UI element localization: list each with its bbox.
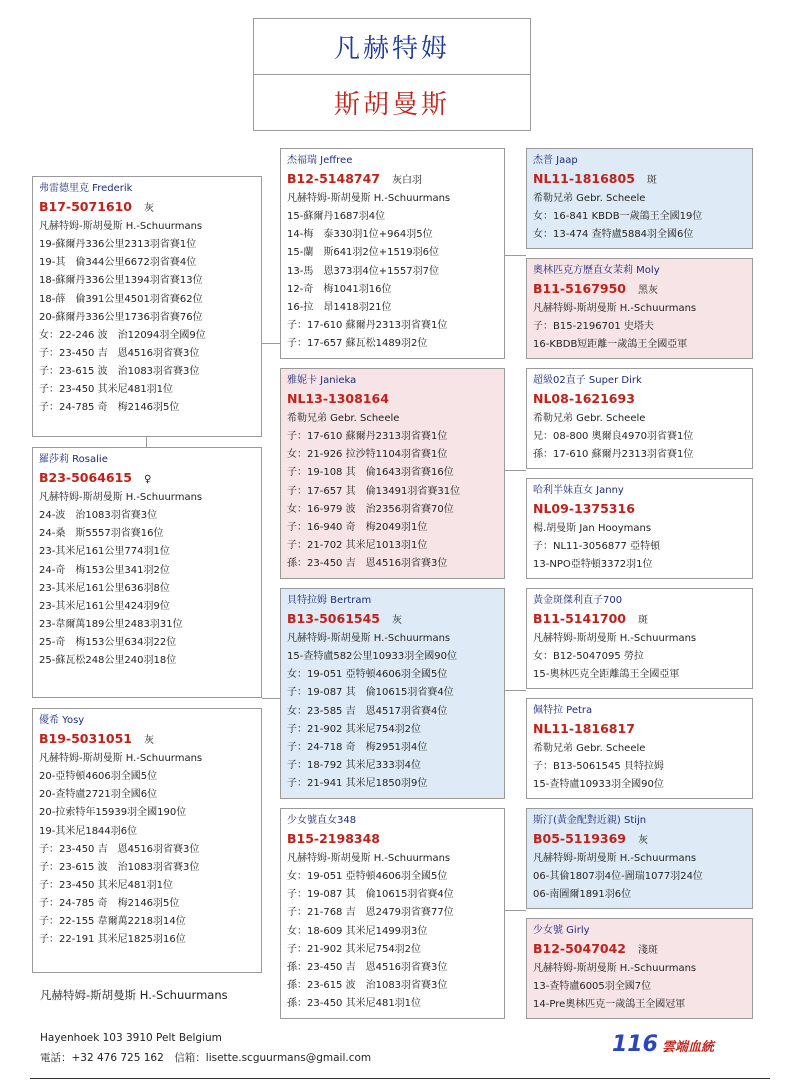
pedigree-card-dam2 bbox=[32, 708, 262, 973]
ring-text: B12-5148747 bbox=[287, 171, 380, 187]
detail-line: 凡赫特姆-斯胡曼斯 H.-Schuurmans bbox=[39, 492, 203, 504]
connector-line bbox=[505, 255, 526, 256]
detail-line: 女：B12-5047095 勞拉 bbox=[533, 651, 644, 663]
bird-name: 斯汀(黃金配對近親) Stijn bbox=[533, 815, 647, 826]
detail-line: 15-奧林匹克全距離鴿王全國亞軍 bbox=[533, 669, 680, 681]
owner-name: 凡赫特姆-斯胡曼斯 H.-Schuurmans bbox=[40, 988, 228, 1002]
owner-contact: 電話：+32 476 725 162 信箱：lisette.scguurmans@gmail.com bbox=[40, 1052, 372, 1064]
detail-line: 13-NPO亞特頓3372羽1位 bbox=[533, 559, 653, 571]
detail-line: 孫：23-450 吉 恩4516羽省賽3位 bbox=[287, 961, 448, 973]
ring-number bbox=[39, 730, 255, 750]
footer-divider bbox=[30, 1078, 770, 1079]
detail-line: 19-其 倫344公里6672羽省賽4位 bbox=[39, 257, 197, 269]
pedigree-card-dss bbox=[526, 588, 753, 689]
detail-line: 子：B15-2196701 史塔夫 bbox=[533, 321, 654, 333]
detail-line: 凡赫特姆-斯胡曼斯 H.-Schuurmans bbox=[39, 221, 203, 233]
detail-line: 06-南圖爾1891羽6位 bbox=[533, 889, 632, 901]
detail-line: 23-其米尼161公里424羽9位 bbox=[39, 600, 170, 612]
detail-line: 子：17-657 蘇瓦松1489羽2位 bbox=[287, 337, 428, 349]
bird-name: 哈利半妹直女 Janny bbox=[533, 485, 624, 496]
bird-name: 雅妮卡 Janieka bbox=[287, 375, 357, 386]
detail-line: 14-Pre奧林匹克一歲鴿王全國冠軍 bbox=[533, 999, 686, 1011]
detail-line: 24-桑 斯5557羽省賽16位 bbox=[39, 528, 164, 540]
pedigree-card-ddd bbox=[526, 918, 753, 1019]
connector-line bbox=[505, 690, 526, 691]
ring-number bbox=[287, 390, 498, 410]
detail-line: 15-蘇爾丹1687羽4位 bbox=[287, 211, 386, 223]
detail-line: 19-蘇爾丹336公里2313羽省賽1位 bbox=[39, 239, 197, 251]
detail-line: 女：22-246 波 治12094羽全國9位 bbox=[39, 329, 206, 341]
detail-line: 希勒兄弟 Gebr. Scheele bbox=[533, 743, 646, 755]
title-line-2: 斯胡曼斯 bbox=[333, 90, 450, 120]
detail-line: 子：23-615 波 治1083羽省賽3位 bbox=[39, 365, 200, 377]
detail-line: 19-其米尼1844羽6位 bbox=[39, 825, 138, 837]
pedigree-card-dam-sire bbox=[280, 588, 505, 799]
detail-line: 12-奇 梅1041羽16位 bbox=[287, 283, 392, 295]
pedigree-card-dam bbox=[32, 447, 262, 698]
detail-line: 凡赫特姆-斯胡曼斯 H.-Schuurmans bbox=[533, 963, 697, 975]
plumage-color: 淺斑 bbox=[638, 945, 658, 957]
detail-line: 子：22-191 其米尼1825羽16位 bbox=[39, 934, 186, 946]
ring-number bbox=[533, 390, 746, 410]
detail-line: 20-亞特頓4606羽全國5位 bbox=[39, 771, 158, 783]
logo-text: 雲端血統 bbox=[661, 1040, 714, 1055]
detail-line: 子：23-450 其米尼481羽1位 bbox=[39, 384, 174, 396]
detail-line: 子：NL11-3056877 亞特頓 bbox=[533, 541, 661, 553]
plumage-color: 灰 bbox=[638, 835, 648, 847]
detail-line: 25-奇 梅153公里634羽22位 bbox=[39, 636, 177, 648]
ring-number bbox=[533, 280, 746, 300]
detail-line: 孫：23-450 吉 恩4516羽省賽3位 bbox=[287, 557, 448, 569]
bird-name: 超級02直子 Super Dirk bbox=[533, 375, 642, 386]
detail-line: 16-拉 昂1418羽21位 bbox=[287, 301, 392, 313]
detail-line: 凡赫特姆-斯胡曼斯 H.-Schuurmans bbox=[533, 853, 697, 865]
pedigree-card-sds bbox=[526, 368, 753, 469]
detail-line: 女：18-609 其米尼1499羽3位 bbox=[287, 925, 428, 937]
detail-line: 子：19-108 其 倫1643羽省賽16位 bbox=[287, 467, 454, 479]
ring-number bbox=[533, 170, 746, 190]
bird-name: 弗雷德里克 Frederik bbox=[39, 183, 133, 194]
detail-line: 女：19-051 亞特頓4606羽全國5位 bbox=[287, 871, 448, 883]
ring-number bbox=[533, 500, 746, 520]
detail-line: 18-薛 倫391公里4501羽省賽62位 bbox=[39, 293, 203, 305]
detail-line: 06-其倫1807羽4位-圖瑞1077羽24位 bbox=[533, 871, 703, 883]
detail-line: 子：23-450 吉 恩4516羽省賽3位 bbox=[39, 347, 200, 359]
detail-line: 希勒兄弟 Gebr. Scheele bbox=[533, 193, 646, 205]
ring-number bbox=[533, 830, 746, 850]
ring-text: B11-5141700 bbox=[533, 611, 626, 627]
detail-line: 子：24-718 奇 梅2951羽4位 bbox=[287, 741, 428, 753]
detail-line: 孫：17-610 蘇爾丹2313羽省賽1位 bbox=[533, 449, 694, 461]
ring-number bbox=[533, 720, 746, 740]
detail-line: 18-蘇爾丹336公里1394羽省賽13位 bbox=[39, 275, 203, 287]
ring-text: B12-5047042 bbox=[533, 941, 626, 957]
ring-number bbox=[39, 198, 255, 218]
detail-line: 子：21-902 其米尼754羽2位 bbox=[287, 723, 422, 735]
detail-line: 子：21-768 吉 恩2479羽省賽77位 bbox=[287, 907, 454, 919]
pedigree-card-dam-dam bbox=[280, 808, 505, 1019]
connector-line bbox=[262, 343, 280, 344]
detail-line: 楊.胡曼斯 Jan Hooymans bbox=[533, 523, 652, 535]
detail-line: 15-蘭 斯641羽2位+1519羽6位 bbox=[287, 247, 439, 259]
bird-name: 佩特拉 Petra bbox=[533, 705, 593, 716]
plumage-color: 黑灰 bbox=[638, 285, 658, 297]
detail-line: 13-查特盧6005羽全國7位 bbox=[533, 981, 652, 993]
ring-text: B05-5119369 bbox=[533, 831, 626, 847]
connector-line bbox=[146, 437, 147, 447]
detail-line: 兄：08-800 奧爾良4970羽省賽1位 bbox=[533, 431, 694, 443]
detail-line: 子：17-610 蘇爾丹2313羽省賽1位 bbox=[287, 431, 448, 443]
ring-number bbox=[287, 610, 498, 630]
bird-name: 杰普 Jaap bbox=[533, 155, 578, 166]
pedigree-card-dds bbox=[526, 808, 753, 909]
detail-line: 凡赫特姆-斯胡曼斯 H.-Schuurmans bbox=[533, 633, 697, 645]
detail-line: 子：23-450 其米尼481羽1位 bbox=[39, 879, 174, 891]
detail-line: 凡赫特姆-斯胡曼斯 H.-Schuurmans bbox=[533, 303, 697, 315]
detail-line: 女：23-585 吉 恩4517羽省賽4位 bbox=[287, 705, 448, 717]
detail-line: 凡赫特姆-斯胡曼斯 H.-Schuurmans bbox=[287, 193, 451, 205]
bird-name: 少女號 Girly bbox=[533, 925, 590, 936]
detail-line: 希勒兄弟 Gebr. Scheele bbox=[533, 413, 646, 425]
plumage-color: 灰白羽 bbox=[392, 175, 422, 187]
detail-line: 女：13-474 查特盧5884羽全國6位 bbox=[533, 229, 694, 241]
detail-line: 女：16-979 波 治2356羽省賽70位 bbox=[287, 503, 454, 515]
brand-logo bbox=[612, 1032, 714, 1057]
detail-line: 23-其米尼161公里636羽8位 bbox=[39, 582, 170, 594]
detail-line: 20-拉索特年15939羽全國190位 bbox=[39, 807, 187, 819]
pedigree-card-sire-dam bbox=[280, 368, 505, 579]
detail-line: 子：19-087 其 倫10615羽省賽4位 bbox=[287, 687, 454, 699]
connector-line bbox=[262, 698, 280, 699]
ring-text: NL08-1621693 bbox=[533, 391, 635, 407]
plumage-color: 灰 bbox=[144, 203, 154, 215]
detail-line: 15-查特盧582公里10933羽全國90位 bbox=[287, 651, 457, 663]
detail-line: 凡赫特姆-斯胡曼斯 H.-Schuurmans bbox=[287, 633, 451, 645]
detail-line: 15-查特盧10933羽全國90位 bbox=[533, 779, 664, 791]
detail-line: 16-KBDB短距離一歲鴿王全國亞軍 bbox=[533, 339, 688, 351]
detail-line: 子：B13-5061545 貝特拉姆 bbox=[533, 761, 664, 773]
bird-name: 奧林匹克方歷直女茉莉 Moly bbox=[533, 265, 660, 276]
detail-line: 24-奇 梅153公里341羽2位 bbox=[39, 564, 170, 576]
bird-name: 黃金斑傑利直子700 bbox=[533, 595, 623, 606]
ring-number bbox=[533, 610, 746, 630]
detail-line: 子：23-615 波 治1083羽省賽3位 bbox=[39, 861, 200, 873]
pedigree-card-dsd bbox=[526, 698, 753, 799]
bird-name: 羅莎莉 Rosalie bbox=[39, 454, 108, 465]
ring-text: B13-5061545 bbox=[287, 611, 380, 627]
plumage-color: ♀ bbox=[144, 474, 152, 486]
plumage-color: 灰 bbox=[144, 735, 154, 747]
pedigree-card-ssd bbox=[526, 258, 753, 359]
detail-line: 24-波 治1083羽省賽3位 bbox=[39, 510, 158, 522]
detail-line: 孫：23-615 波 治1083羽省賽3位 bbox=[287, 979, 448, 991]
detail-line: 希勒兄弟 Gebr. Scheele bbox=[287, 413, 400, 425]
detail-line: 14-梅 泰330羽1位+964羽5位 bbox=[287, 229, 433, 241]
owner-address: Hayenhoek 103 3910 Pelt Belgium bbox=[40, 1032, 222, 1044]
pedigree-card-sss bbox=[526, 148, 753, 249]
pedigree-card-sire-sire bbox=[280, 148, 505, 359]
logo-number: 116 bbox=[612, 1032, 658, 1057]
plumage-color: 斑 bbox=[638, 615, 648, 627]
detail-line: 凡赫特姆-斯胡曼斯 H.-Schuurmans bbox=[287, 853, 451, 865]
plumage-color: 灰 bbox=[392, 615, 402, 627]
detail-line: 女：16-841 KBDB一歲鴿王全國19位 bbox=[533, 211, 703, 223]
title-line-1: 凡赫特姆 bbox=[254, 19, 530, 75]
bird-name: 杰福瑞 Jeffree bbox=[287, 155, 353, 166]
detail-line: 子：23-450 吉 恩4516羽省賽3位 bbox=[39, 843, 200, 855]
pedigree-card-sire bbox=[32, 176, 262, 437]
detail-line: 女：21-926 拉沙特1104羽省賽1位 bbox=[287, 449, 448, 461]
detail-line: 子：17-610 蘇爾丹2313羽省賽1位 bbox=[287, 319, 448, 331]
pedigree-card-sdd bbox=[526, 478, 753, 579]
ring-text: NL09-1375316 bbox=[533, 501, 635, 517]
ring-text: NL11-1816817 bbox=[533, 721, 635, 737]
ring-text: B17-5071610 bbox=[39, 199, 132, 215]
title-box bbox=[253, 18, 531, 131]
detail-line: 子：24-785 奇 梅2146羽5位 bbox=[39, 897, 180, 909]
detail-line: 23-韋爾萬189公里2483羽31位 bbox=[39, 618, 183, 630]
ring-number bbox=[39, 469, 255, 489]
ring-number bbox=[287, 170, 498, 190]
ring-text: B19-5031051 bbox=[39, 731, 132, 747]
ring-text: B11-5167950 bbox=[533, 281, 626, 297]
detail-line: 孫：23-450 其米尼481羽1位 bbox=[287, 997, 422, 1009]
ring-text: B15-2198348 bbox=[287, 831, 380, 847]
detail-line: 20-蘇爾丹336公里1736羽省賽76位 bbox=[39, 311, 203, 323]
ring-text: B23-5064615 bbox=[39, 470, 132, 486]
detail-line: 23-其米尼161公里774羽1位 bbox=[39, 546, 170, 558]
ring-text: NL11-1816805 bbox=[533, 171, 635, 187]
detail-line: 20-查特盧2721羽全國6位 bbox=[39, 789, 158, 801]
detail-line: 子：21-902 其米尼754羽2位 bbox=[287, 943, 422, 955]
bird-name: 優希 Yosy bbox=[39, 715, 85, 726]
detail-line: 子：18-792 其米尼333羽4位 bbox=[287, 759, 422, 771]
detail-line: 女：19-051 亞特頓4606羽全國5位 bbox=[287, 669, 448, 681]
bird-name: 少女號直女348 bbox=[287, 815, 357, 826]
detail-line: 13-馬 恩373羽4位+1557羽7位 bbox=[287, 265, 439, 277]
detail-line: 25-蘇瓦松248公里240羽18位 bbox=[39, 655, 177, 667]
plumage-color: 斑 bbox=[646, 175, 657, 187]
ring-text: NL13-1308164 bbox=[287, 391, 389, 407]
detail-line: 子：17-657 其 倫13491羽省賽31位 bbox=[287, 485, 461, 497]
detail-line: 子：24-785 奇 梅2146羽5位 bbox=[39, 402, 180, 414]
detail-line: 子：21-702 其米尼1013羽1位 bbox=[287, 539, 428, 551]
detail-line: 凡赫特姆-斯胡曼斯 H.-Schuurmans bbox=[39, 753, 203, 765]
connector-line bbox=[505, 910, 526, 911]
detail-line: 子：21-941 其米尼1850羽9位 bbox=[287, 777, 428, 789]
detail-line: 子：22-155 韋爾萬2218羽14位 bbox=[39, 916, 186, 928]
connector-line bbox=[505, 470, 526, 471]
detail-line: 子：19-087 其 倫10615羽省賽4位 bbox=[287, 889, 454, 901]
bird-name: 貝特拉姆 Bertram bbox=[287, 595, 372, 606]
ring-number bbox=[533, 940, 746, 960]
ring-number bbox=[287, 830, 498, 850]
detail-line: 子：16-940 奇 梅2049羽1位 bbox=[287, 521, 428, 533]
